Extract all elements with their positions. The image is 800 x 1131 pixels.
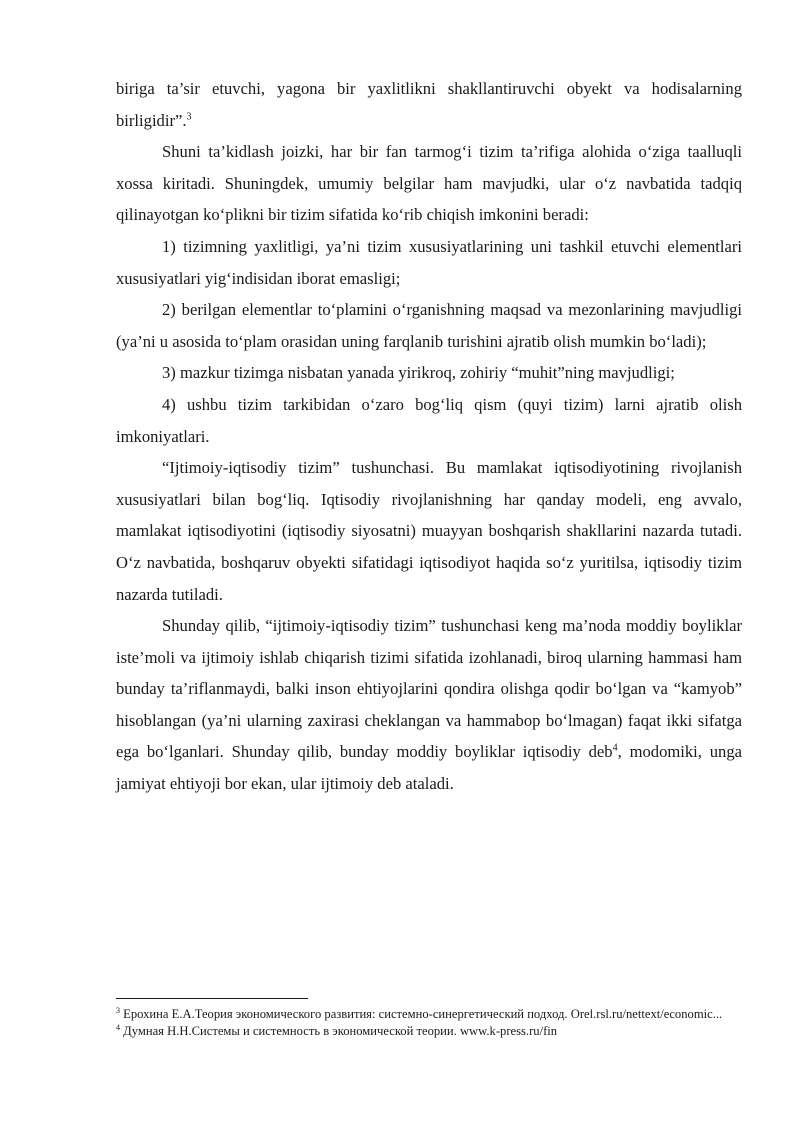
footnote: $^4$ Думная Н.Н.Системы и системность в экономической теории. www.k-press.ru/fin <box>116 1022 558 1038</box>
list-item: 1) tizimning yaxlitligi, ya’ni tizim xususiyatlarining uni tashkil etuvchi elementlari xususiyatlari yig‘indisidan iborat emasligi; <box>116 236 742 288</box>
body-text <box>116 73 742 800</box>
footnotes <box>116 1006 742 1039</box>
footnote: $^3$ Ерохина Е.А.Теория экономического развития: системно-синергетический подход. Orel.rsl.ru/nettext/economic... <box>116 1005 723 1021</box>
list-item: 4) ushbu tizim tarkibidan o‘zaro bog‘liq qism (quyi tizim) larni ajratib olish imkoniyatlari. <box>116 394 742 446</box>
paragraph: “Ijtimoiy-iqtisodiy tizim” tushunchasi. Bu mamlakat iqtisodiyotining rivojlanish xususiyatlari bilan bog‘liq. Iqtisodiy rivojlanishning har qanday modeli, eng avvalo, mamlakat iqtisodiyotini (iqtisodiy siyosatni) muayyan boshqarish shakllarini nazarda tutadi. O‘z navbatida, boshqaruv obyekti sifatidagi iqtisodiyot haqida so‘z yuritilsa, iqtisodiy tizim nazarda tutiladi. <box>116 458 742 604</box>
footnote-ref[interactable]: 4 <box>612 742 618 754</box>
paragraph: Shunday qilib, “ijtimoiy-iqtisodiy tizim” tushunchasi keng ma’noda moddiy boyliklar iste’moli va ijtimoiy ishlab chiqarish tizimi sifatida izohlanadi, biroq ularning hammasi ham bunday ta’riflanmaydi, balki inson ehtiyojlarini qondira olishga qodir bo‘lgan va “kamyob” hisoblangan (ya’ni ularning zaxirasi cheklangan va hammabop bo‘lmagan) faqat ikki sifatga ega bo‘lganlari. Shunday qilib, bunday moddiy boyliklar iqtisodiy deb$^4$, modomiki, unga jamiyat ehtiyoji bor ekan, ular ijtimoiy deb ataladi. <box>116 616 743 794</box>
paragraph: Shuni ta’kidlash joizki, har bir fan tarmog‘i tizim ta’rifiga alohida o‘ziga taalluqli xossa kiritadi. Shuningdek, umumiy belgilar ham mavjudki, ular o‘z navbatida tadqiq qilinayotgan ko‘plikni bir tizim sifatida ko‘rib chiqish imkonini beradi: <box>116 142 742 225</box>
footnote-number: 4 <box>116 1022 120 1032</box>
footnote-ref[interactable]: 3 <box>186 111 192 123</box>
paragraph: biriga ta’sir etuvchi, yagona bir yaxlitlikni shakllantiruvchi obyekt va hodisalarning birligidir”.$^3$ <box>116 79 742 130</box>
footnote-number: 3 <box>116 1005 120 1015</box>
list-item: 3) mazkur tizimga nisbatan yanada yirikroq, zohiriy “muhit”ning mavjudligi; <box>162 363 675 383</box>
list-item: 2) berilgan elementlar to‘plamini o‘rganishning maqsad va mezonlarining mavjudligi (ya’ni u asosida to‘plam orasidan uning farqlanib turishini ajratib olish mumkin bo‘ladi); <box>116 300 742 351</box>
footnote-divider <box>116 998 308 999</box>
